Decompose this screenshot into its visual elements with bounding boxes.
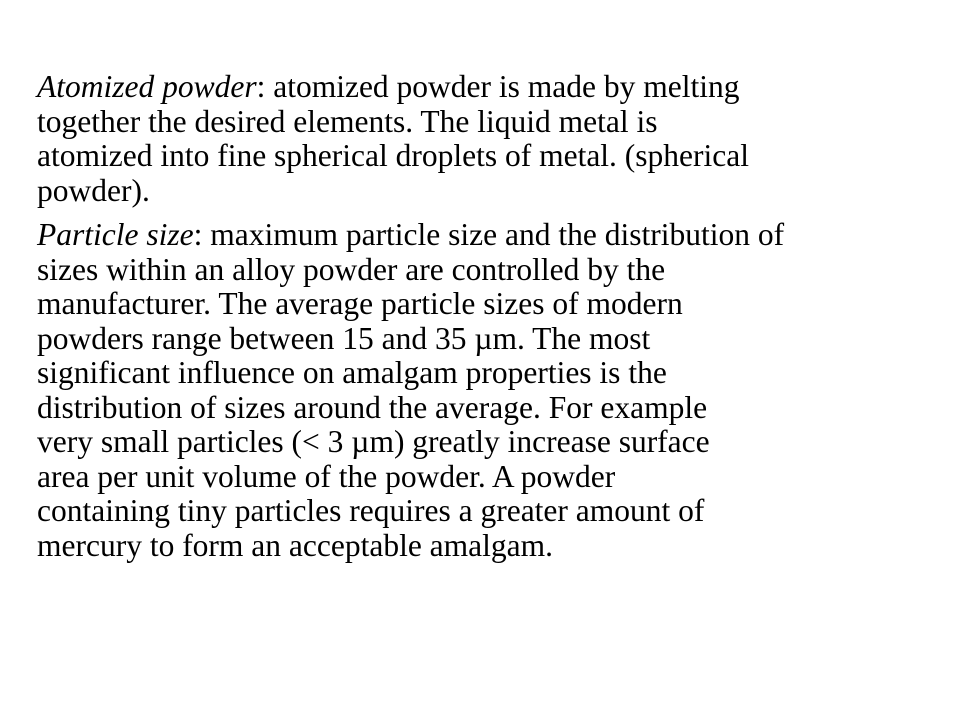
term-atomized-powder: Atomized powder [37,69,257,104]
paragraph-line: mercury to form an acceptable amalgam. [37,527,553,563]
particle-size-paragraph [37,218,942,563]
paragraph-line [37,70,942,105]
atomized-powder-paragraph [37,70,942,208]
paragraph-line [37,218,942,253]
paragraph-line: together the desired elements. The liquid metal is [37,103,658,139]
paragraph-line: very small particles (< 3 µm) greatly increase surface [37,424,710,459]
paragraph-line: powders range between 15 and 35 µm. The most [37,320,651,356]
line-text: : maximum particle size and the distribution of [193,217,785,252]
line-text: : atomized powder is made by melting [256,69,740,104]
paragraph-line: powder). [37,172,150,208]
term-particle-size: Particle size [37,217,194,252]
paragraph-line: sizes within an alloy powder are controlled by the [37,251,666,287]
paragraph-line: significant influence on amalgam properties is the [37,355,667,390]
paragraph-line: manufacturer. The average particle sizes of modern [37,286,683,321]
paragraph-line: distribution of sizes around the average. For example [37,389,708,425]
paragraph-line: area per unit volume of the powder. A powder [37,458,616,494]
paragraph-line: atomized into fine spherical droplets of metal. (spherical [37,138,749,173]
paragraph-line: containing tiny particles requires a greater amount of [37,493,705,528]
slide-body [37,70,942,573]
